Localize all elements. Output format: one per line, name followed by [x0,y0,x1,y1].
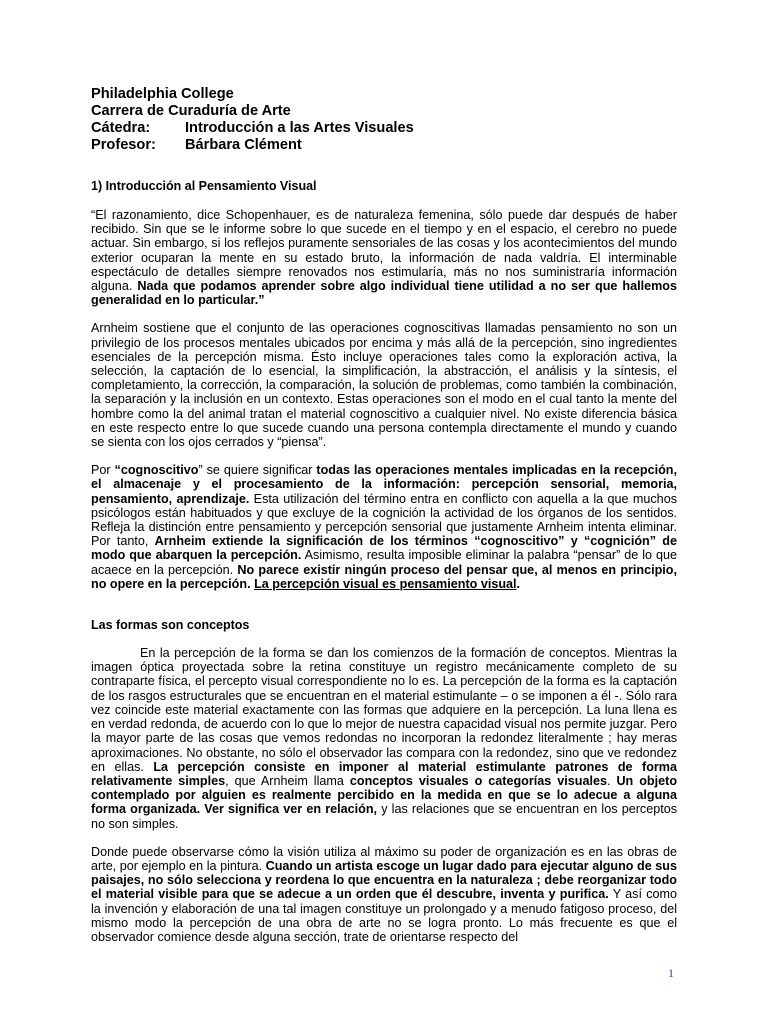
college-name: Philadelphia College [91,86,234,102]
catedra-label: Cátedra: [91,120,151,136]
profesor-value: Bárbara Clément [185,137,302,153]
profesor-label: Profesor: [91,137,156,153]
paragraph-formas: En la percepción de la forma se dan los comienzos de la formación de conceptos. Mientras la imagen óptica proyectada sobre la retina constituye un registro mecánicamente completo de su contraparte física, el percepto visual correspondiente no lo es. La percepción de la forma es la captación de los rasgos estructurales que se encuentran en el material estimulante – o se imponen a él -. Sólo rara vez coincide este material exactamente con las formas que adquiere en la percepción. La luna llena es en verdad redonda, de acuerdo con lo que lo mejor de nuestra capacidad visual nos permite juzgar. Pero la mayor parte de las cosas que vemos redondas no incorporan la redondez literalmente ; hay meras aproximaciones. No obstante, no sólo el observador las compara con la redondez, sino que ve redondez en ellas. La percepción consiste en imponer al material estimulante patrones de forma relativamente simples, que Arnheim llama conceptos visuales o categorías visuales. Un objeto contemplado por alguien es realmente percibido en la medida en que se lo adecue a alguna forma organizada. Ver significa ver en relación, y las relaciones que se encuentran en los perceptos no son simples. [91,646,678,831]
catedra-value: Introducción a las Artes Visuales [185,120,414,136]
profesor-line [91,137,677,154]
paragraph-schopenhauer: “El razonamiento, dice Schopenhauer, es de naturaleza femenina, sólo puede dar después de haber recibido. Sin que se le informe sobre lo que sucede en el tiempo y en el espacio, el cerebro no puede actuar. Sin embargo, si los reflejos puramente sensoriales de las cosas y los acontecimientos del mundo exterior ocuparan la mente en su estado bruto, la información de nada valdría. El interminable espectáculo de detalles siempre renovados nos estimularía, más no nos suministraría información alguna. Nada que podamos aprender sobre algo individual tiene utilidad a no ser que hallemos generalidad en lo particular.” [91,208,677,308]
paragraph-arnheim: Arnheim sostiene que el conjunto de las operaciones cognoscitivas llamadas pensamiento no son un privilegio de los procesos mentales ubicados por encima y más allá de la percepción, sino ingredientes esenciales de la percepción misma. Ésto incluye operaciones tales como la exploración activa, la selección, la captación de lo esencial, la simplificación, la abstracción, el análisis y la síntesis, el completamiento, la corrección, la comparación, la solución de problemas, como también la combinación, la separación y la inclusión en un contexto. Estas operaciones son el modo en el cual tanto la mente del hombre como la del animal tratan el material cognoscitivo a cualquier nivel. No existe diferencia básica en este respecto entre lo que sucede cuando una persona contempla directamente el mundo y cuando se sienta con los ojos cerrados y “piensa”. [91,321,677,450]
catedra-line [91,120,677,137]
paragraph-cognoscitivo: Por “cognoscitivo” se quiere significar todas las operaciones mentales implicadas en la recepción, el almacenaje y el procesamiento de la información: percepción sensorial, memoria, pensamiento, aprendizaje. Esta utilización del término entra en conflicto con aquella a la que muchos psicólogos están habituados y que excluye de la cognición la actividad de los órganos de los sentidos. Refleja la distinción entre pensamiento y percepción sensorial que justamente Arnheim intenta eliminar. Por tanto, Arnheim extiende la significación de los términos “cognoscitivo” y “cognición” de modo que abarquen la percepción. Asimismo, resulta imposible eliminar la palabra “pensar” de lo que acaece en la percepción. No parece existir ningún proceso del pensar que, al menos en principio, no opere en la percepción. La percepción visual es pensamiento visual. [91,463,677,591]
document-page [91,86,677,944]
document-header [91,86,677,154]
career-name: Carrera de Curaduría de Arte [91,103,291,119]
paragraph-obras-de-arte: Donde puede observarse cómo la visión utiliza al máximo su poder de organización es en las obras de arte, por ejemplo en la pintura. Cuando un artista escoge un lugar dado para ejecutar alguno de sus paisajes, no sólo selecciona y reordena lo que encuentra en la naturaleza ; debe reorganizar todo el material visible para que se adecue a un orden que él descubre, inventa y purifica. Y así como la invención y elaboración de una tal imagen constituye un prolongado y a menudo fatigoso proceso, del mismo modo la percepción de una obra de arte no se logra pronto. Lo más frecuente es que el observador comience desde alguna sección, trate de orientarse respecto del [91,844,677,944]
section-title-formas: Las formas son conceptos [91,618,250,633]
page-number: 1 [668,966,674,980]
section-title-intro: 1) Introducción al Pensamiento Visual [91,179,317,193]
